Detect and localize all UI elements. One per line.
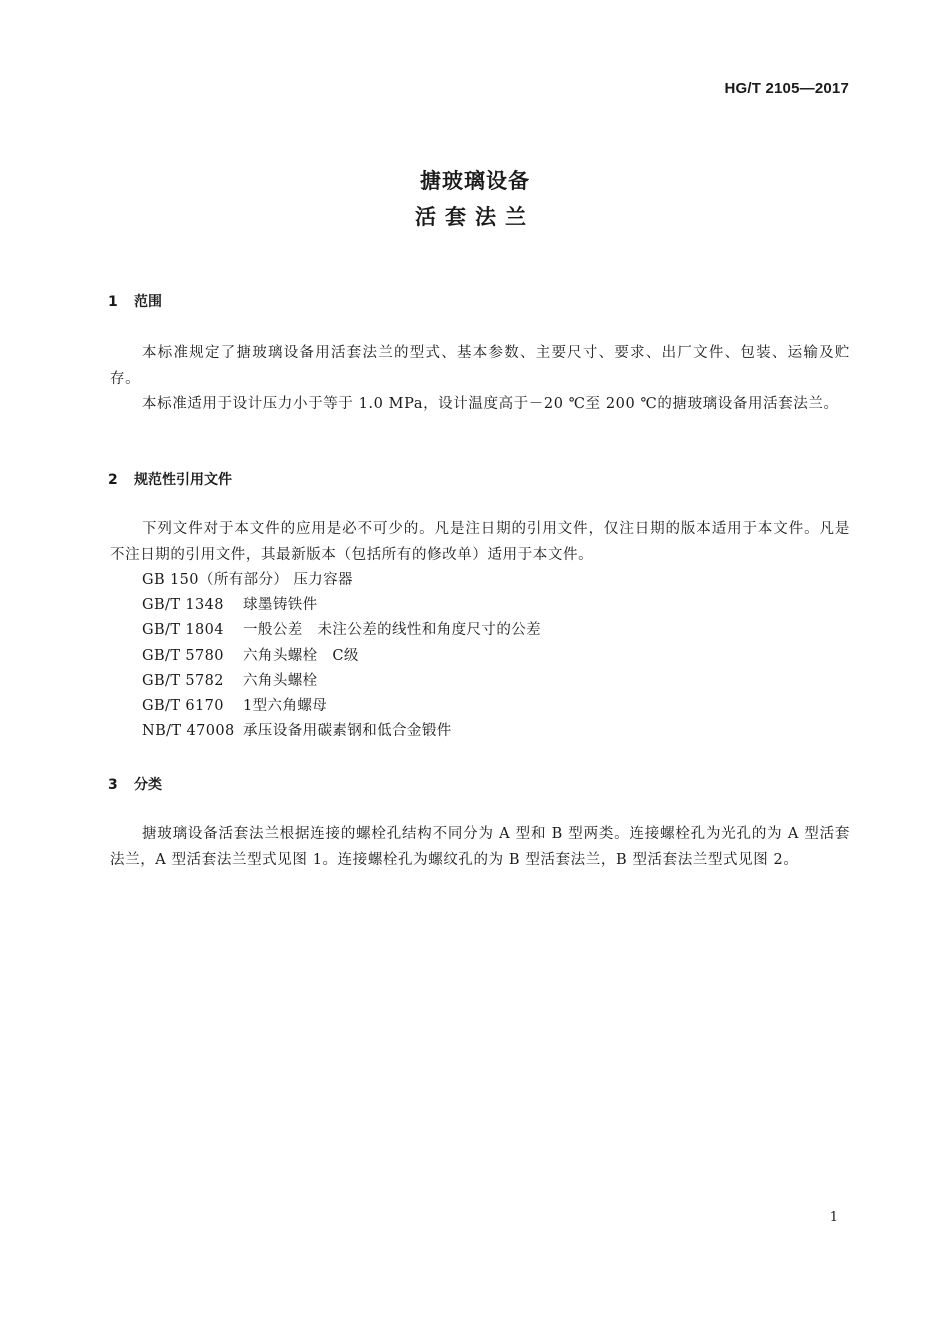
reference-title: 压力容器 bbox=[293, 572, 353, 588]
reference-item bbox=[142, 718, 452, 744]
reference-item bbox=[142, 693, 327, 719]
section-title: 分类 bbox=[134, 777, 162, 793]
reference-code: GB/T 6170 bbox=[142, 698, 224, 714]
scope-paragraph-2: 本标准适用于设计压力小于等于 1.0 MPa，设计温度高于－20 ℃至 200 ℃的搪玻璃设备用活套法兰。 bbox=[142, 396, 839, 412]
reference-item bbox=[142, 617, 541, 643]
reference-code: NB/T 47008 bbox=[142, 723, 235, 739]
section-title: 规范性引用文件 bbox=[134, 472, 232, 488]
reference-item bbox=[142, 592, 318, 618]
reference-item bbox=[142, 668, 318, 694]
reference-item bbox=[142, 567, 353, 593]
section-heading-classification bbox=[108, 774, 162, 794]
reference-code: GB 150（所有部分） bbox=[142, 572, 289, 588]
section-number: 1 bbox=[108, 294, 118, 310]
section-title: 范围 bbox=[134, 294, 162, 310]
reference-code: GB/T 1348 bbox=[142, 597, 224, 613]
reference-title: 1型六角螺母 bbox=[243, 698, 328, 714]
section-heading-scope bbox=[108, 291, 162, 311]
section-heading-normative-references bbox=[108, 469, 232, 489]
standard-code: HG/T 2105—2017 bbox=[724, 80, 849, 97]
section-number: 2 bbox=[108, 472, 118, 488]
reference-title: 球墨铸铁件 bbox=[243, 597, 318, 613]
section-number: 3 bbox=[108, 777, 118, 793]
reference-title: 一般公差 未注公差的线性和角度尺寸的公差 bbox=[243, 622, 542, 638]
reference-code: GB/T 1804 bbox=[142, 622, 224, 638]
reference-title: 承压设备用碳素钢和低合金锻件 bbox=[243, 723, 452, 739]
reference-code: GB/T 5782 bbox=[142, 673, 224, 689]
document-subtitle: 活套法兰 bbox=[415, 205, 535, 229]
scope-paragraph-1: 本标准规定了搪玻璃设备用活套法兰的型式、基本参数、主要尺寸、要求、出厂文件、包装、运输及贮存。 bbox=[110, 345, 850, 387]
document-title: 搪玻璃设备 bbox=[420, 169, 530, 193]
page-number: 1 bbox=[829, 1210, 838, 1225]
references-intro-paragraph: 下列文件对于本文件的应用是必不可少的。凡是注日期的引用文件，仅注日期的版本适用于本文件。凡是不注日期的引用文件，其最新版本（包括所有的修改单）适用于本文件。 bbox=[110, 521, 850, 563]
reference-item bbox=[142, 643, 359, 669]
classification-paragraph: 搪玻璃设备活套法兰根据连接的螺栓孔结构不同分为 A 型和 B 型两类。连接螺栓孔为光孔的为 A 型活套法兰，A 型活套法兰型式见图 1。连接螺栓孔为螺纹孔的为 B 型活套法兰，B 型活套法兰型式见图 2。 bbox=[110, 826, 850, 868]
reference-code: GB/T 5780 bbox=[142, 648, 224, 664]
reference-title: 六角头螺栓 bbox=[243, 673, 318, 689]
reference-title: 六角头螺栓 C级 bbox=[243, 648, 359, 664]
